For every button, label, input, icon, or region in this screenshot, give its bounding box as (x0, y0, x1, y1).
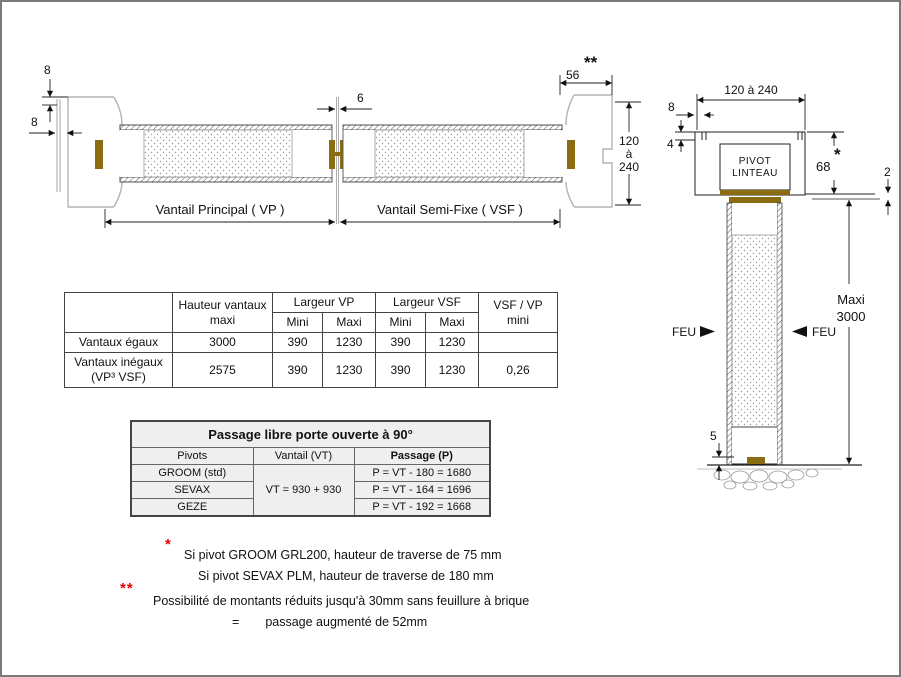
leaf-vsf (343, 125, 562, 182)
pivot-linteau-label-1: PIVOT (738, 156, 772, 167)
t1-row0-label: Vantaux égaux (65, 333, 173, 353)
t1-header-vsf-maxi: Maxi (426, 313, 479, 333)
dim-2-label: 2 (884, 165, 891, 179)
asterisk-icon: * (834, 145, 841, 164)
t2-row0-passage: P = VT - 180 = 1680 (354, 465, 490, 482)
table-row (131, 465, 490, 482)
table-row (65, 353, 558, 388)
t1-corner-cell (65, 293, 173, 333)
dim-4-section (675, 120, 695, 152)
footnote-double-asterisk-icon: ** (120, 580, 134, 597)
t1-row0-ratio (479, 333, 558, 353)
footnote-passage-text: passage augmenté de 52mm (265, 615, 428, 629)
t1-row0-vsf-mini: 390 (376, 333, 426, 353)
t2-header-pivots: Pivots (131, 448, 253, 465)
leaf-dimensions-table (64, 292, 558, 388)
dim-lintel-width-label: 120 à 240 (724, 83, 778, 97)
section-view-drawing (662, 72, 901, 542)
feu-right-label: FEU (812, 325, 836, 339)
t1-row1-vp-mini: 390 (273, 353, 323, 388)
t2-row0-pivot: GROOM (std) (131, 465, 253, 482)
feu-left-label: FEU (672, 325, 696, 339)
dim-maxi-label-2: 3000 (836, 309, 866, 324)
lintel-seal (720, 190, 790, 195)
footnote-line-passage (232, 615, 427, 629)
floor (697, 465, 862, 490)
plan-view-drawing (27, 52, 662, 247)
t1-row1-vsf-maxi: 1230 (426, 353, 479, 388)
bottom-pivot-block (747, 457, 765, 464)
label-vantail-semi-fixe: Vantail Semi-Fixe ( VSF ) (377, 202, 523, 217)
ground-stones (714, 469, 818, 490)
feu-right-arrow-icon (792, 326, 807, 337)
label-vantail-principal: Vantail Principal ( VP ) (155, 202, 285, 217)
pivot-linteau-box (720, 144, 790, 190)
left-wall-strip (57, 99, 60, 192)
t1-row0-vp-mini: 390 (273, 333, 323, 353)
t2-row1-pivot: SEVAX (131, 482, 253, 499)
dim-6-label: 6 (357, 91, 364, 105)
dim-5-label: 5 (710, 429, 717, 443)
footnote-equals-sign: = (232, 615, 240, 629)
dim-68-label: 68 (816, 159, 831, 174)
t1-header-vp-mini: Mini (273, 313, 323, 333)
dim-maxi-label-1: Maxi (837, 292, 865, 307)
dim-depth-line3: 240 (618, 160, 640, 174)
t1-header-largeur-vsf: Largeur VSF (376, 293, 479, 313)
t2-title: Passage libre porte ouverte à 90° (131, 421, 490, 448)
t1-row1-ratio: 0,26 (479, 353, 558, 388)
dim-8-top-label: 8 (44, 63, 51, 77)
leaf-vertical (727, 203, 782, 465)
t1-header-vsf-mini: Mini (376, 313, 426, 333)
t1-row1-hauteur: 2575 (173, 353, 273, 388)
t1-row0-vp-maxi: 1230 (323, 333, 376, 353)
table-row (65, 333, 558, 353)
dim-56-label: 56 (566, 68, 580, 82)
t1-row1-vp-maxi: 1230 (323, 353, 376, 388)
t2-row2-passage: P = VT - 192 = 1668 (354, 499, 490, 517)
footnote-asterisk-icon: * (165, 536, 172, 553)
t2-header-passage: Passage (P) (354, 448, 490, 465)
left-seal-block (95, 140, 103, 169)
dim-lintel-width (697, 94, 805, 130)
t1-header-ratio: VSF / VP mini (479, 293, 558, 333)
dim-8-section-label: 8 (668, 100, 675, 114)
leaf-top-seal (729, 197, 781, 203)
pivot-linteau-label-2: LINTEAU (732, 168, 778, 179)
dim-8-left-label: 8 (31, 115, 38, 129)
t2-vantail-value: VT = 930 + 930 (253, 465, 354, 517)
double-asterisk-icon: ** (584, 53, 598, 72)
t1-row1-vsf-mini: 390 (376, 353, 426, 388)
t2-row1-passage: P = VT - 164 = 1696 (354, 482, 490, 499)
t2-row2-pivot: GEZE (131, 499, 253, 517)
ceiling-lines (805, 194, 880, 199)
t1-row0-hauteur: 3000 (173, 333, 273, 353)
footnote-line-sevax: Si pivot SEVAX PLM, hauteur de traverse de 180 mm (198, 569, 494, 583)
t1-header-vp-maxi: Maxi (323, 313, 376, 333)
footnote-line-montants: Possibilité de montants réduits jusqu'à 30mm sans feuillure à brique (153, 594, 530, 608)
dim-depth-line1: 120 (618, 134, 640, 148)
leaf-vp (120, 125, 332, 182)
passage-table (130, 420, 491, 517)
dim-4-section-label: 4 (667, 137, 674, 151)
footnote-line-groom: Si pivot GROOM GRL200, hauteur de traverse de 75 mm (184, 548, 502, 562)
feu-left-arrow-icon (700, 326, 715, 337)
dim-depth-line2: à (625, 147, 633, 161)
t1-row1-label: Vantaux inégaux (VP³ VSF) (65, 353, 173, 388)
t1-header-hauteur: Hauteur vantaux maxi (173, 293, 273, 333)
t2-header-vantail: Vantail (VT) (253, 448, 354, 465)
t1-row0-vsf-maxi: 1230 (426, 333, 479, 353)
dim-8-top (42, 79, 68, 122)
t1-header-largeur-vp: Largeur VP (273, 293, 376, 313)
right-seal-block (567, 140, 575, 169)
